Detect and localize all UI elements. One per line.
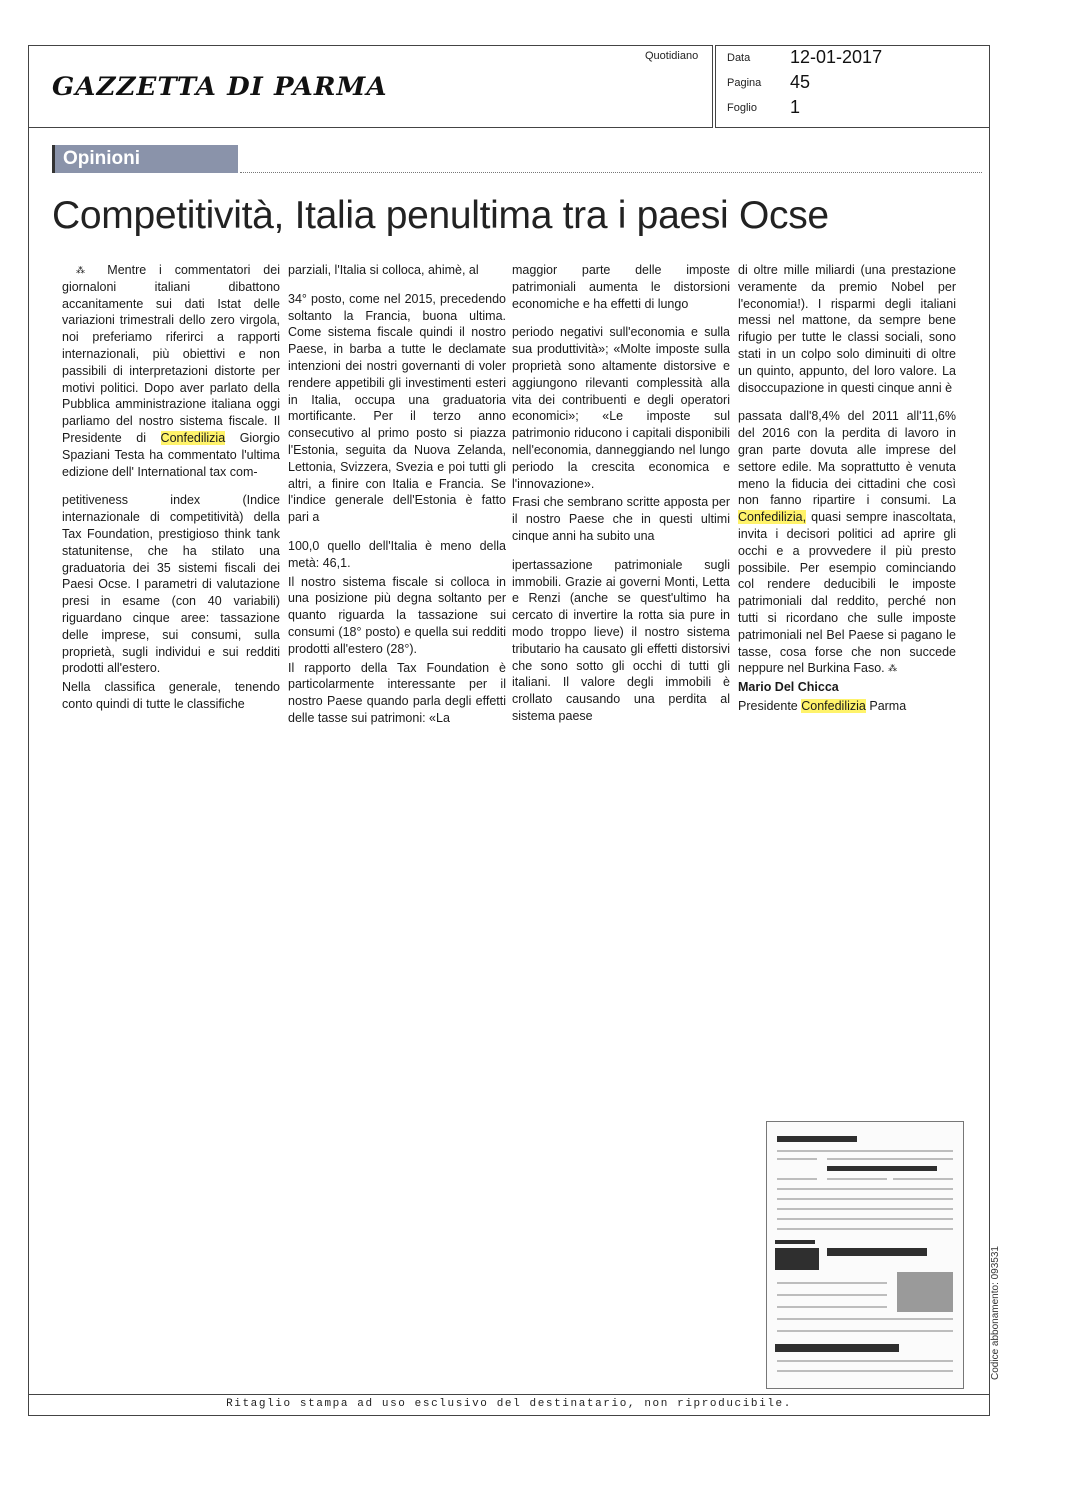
thumb-line [777, 1218, 953, 1220]
thumb-line [777, 1370, 953, 1372]
paragraph-text: 34° posto, come nel 2015, precedendo soltanto la Francia, buona ultima. Come sistema fiscale quindi il nostro Paese, in barba a tutte le declamate intenzioni dei nostri governanti di voler rendere appetibili gli investimenti esteri in Italia, occupa una graduatoria mortificante. Per il terzo anno consecutivo al primo posto si piazza l'Estonia, seguita da Nuova Zelanda, Lettonia, Svizzera, Svezia e poi tutti gli altri, a finire con Italia e Francia. Se l'indice generale dell'Estonia è fatto pari a [288, 291, 506, 525]
thumb-line [827, 1158, 953, 1160]
sheet-value: 1 [790, 97, 801, 117]
paragraph-text: Giorgio Spaziani Testa ha commentato l'ultima edizione dell' International tax com- [62, 430, 280, 479]
paragraph-text: ipertassazione patrimoniale sugli immobili. Grazie ai governi Monti, Letta e Renzi (anche se quest'ultimo ha cercato di invertire la rotta sia pure in modo troppo lieve) il nostro sistema tributario ha causato gli effetti distorsivi che sono sotto gli occhi di tutti gli italiani. Il valore degli immobili è crollato causando una perdita al sistema paese [512, 557, 730, 723]
author-name: Mario Del Chicca [738, 680, 839, 695]
thumb-line [827, 1178, 887, 1180]
bottom-border [28, 1415, 990, 1416]
date-value: 12-01-2017 [790, 47, 883, 67]
highlighted-brand: Confedilizia [160, 430, 226, 445]
thumb-line [777, 1306, 887, 1308]
paragraph-text: Frasi che sembrano scritte apposta per il nostro Paese che in questi ultimi cinque anni ha subito una [512, 495, 730, 543]
article-column-4 [738, 262, 956, 717]
author-role: Presidente Confedilizia Parma [738, 698, 907, 713]
publication-frequency: Quotidiano [645, 50, 699, 62]
thumb-line [777, 1330, 953, 1332]
footer-divider [28, 1394, 990, 1395]
paragraph-text: Mentre i commentatori dei giornaloni italiani dibattono accanitamente sui dati Istat delle variazioni trimestrali dello zero virgola, noi preferiamo riferirci a rapporti internazionali, più obiettivi e non passibili di interpretazioni distorte per motivi politici. Dopo aver parlato della Pubblica amministrazione italiana oggi parliamo del nostro sistema fiscale. Il Presidente di [62, 263, 280, 445]
thumb-headline [775, 1248, 819, 1270]
left-border [28, 128, 29, 1416]
thumb-line [777, 1150, 953, 1152]
thumb-line [777, 1318, 953, 1320]
article-column-3 [512, 262, 730, 727]
article-column-2 [288, 262, 506, 729]
highlighted-brand: Confedilizia [801, 698, 866, 713]
paragraph-text: petitiveness index (Indice internazionale di competitività) della Tax Foundation, prestigioso think tank statunitense, che ha stilato una graduatoria dei 35 sistemi fiscali dei Paesi Ocse. I parametri di valutazione presi in esame (con 40 variabili) riguardano cinque aree: tassazione delle imprese, sui consumi, sulla proprietà, sugli individui e sui redditi prodotti all'estero. [62, 493, 280, 676]
paragraph-text: 100,0 quello dell'Italia è meno della metà: 46,1. [288, 538, 506, 570]
thumb-line [777, 1198, 953, 1200]
thumb-line [777, 1158, 817, 1160]
paragraph-text: periodo negativi sull'economia e sulla sua produttività»; «Molte imposte sulla proprietà sono altamente distorsive e aggiungono rilevanti complessità alla vita dei contribuenti e degli operatori economici»; «Le imposte sul patrimonio riducono i capitali disponibili nell'economia, danneggiando nel lungo periodo la crescita economica e l'innovazione». [512, 325, 730, 491]
thumb-line [777, 1178, 817, 1180]
paragraph-text: passata dall'8,4% del 2011 all'11,6% del 2016 con la perdita di lavoro in gran parte dovuta alle imprese del settore edile. Ma soprattutto è venuta meno la fiducia dei cittadini che così non fanno ripartire i consumi. La [738, 409, 956, 508]
paragraph-text: parziali, l'Italia si colloca, ahimè, al [288, 263, 479, 277]
thumb-line [777, 1208, 953, 1210]
thumb-line [777, 1228, 953, 1230]
paragraph-text: maggior parte delle imposte patrimoniali aumenta le distorsioni economiche e ha effetti di lungo [512, 263, 730, 311]
date-label: Data [727, 52, 751, 64]
article-end-icon: ⁂ [888, 663, 898, 674]
thumb-headline [775, 1344, 899, 1352]
thumb-line [893, 1178, 953, 1180]
subscription-code: Codice abbonamento: 093531 [990, 1246, 1001, 1380]
page-thumbnail-image [766, 1121, 964, 1389]
thumb-title [827, 1166, 937, 1171]
thumb-header [777, 1136, 857, 1142]
thumb-line [777, 1294, 887, 1296]
paragraph-text: Nella classifica generale, tenendo conto quindi di tutte le classifiche [62, 680, 280, 711]
paragraph-text: di oltre mille miliardi (una prestazione veramente da premio Nobel per l'economia!). I risparmi degli italiani messi nel mattone, da sempre bene rifugio per tutte le classi sociali, sono stati in un colpo solo diminuiti di oltre un quinto, appunto, del loro valore. La disoccupazione in questi cinque anni è [738, 263, 956, 395]
article-start-icon: ⁂ [76, 265, 95, 275]
paragraph-text: Il rapporto della Tax Foundation è particolarmente interessante per il nostro Paese quando parla degli effetti delle tasse sui patrimoni: «La [288, 660, 506, 725]
thumb-line [777, 1282, 887, 1284]
thumb-line [777, 1188, 953, 1190]
highlighted-brand: Confedilizia, [738, 510, 807, 525]
right-border [989, 128, 990, 1416]
thumb-headline [827, 1248, 927, 1256]
page-value: 45 [790, 72, 811, 92]
copyright-notice: Ritaglio stampa ad uso esclusivo del destinatario, non riproducibile. [226, 1398, 792, 1410]
page-label: Pagina [727, 77, 762, 89]
newspaper-masthead: GAZZETTA DI PARMA [52, 72, 388, 101]
paragraph-text: quasi sempre inascoltata, invita i decisori politici ad aprire gli occhi e a provvedere il più presto possibile. Per esempio cominciando col rendere deducibili le imposte patrimoniali dal reddito, perché non tutti si ricordano che sulle imposte patrimoniali nel Bel Paese si pagano le tasse, cosa forse che non succede neppure nel Burkina Faso. [738, 510, 956, 676]
article-column-1 [62, 262, 280, 715]
article-headline: Competitività, Italia penultima tra i paesi Ocse [52, 194, 829, 237]
sheet-label: Foglio [727, 102, 757, 114]
section-tag: Opinioni [52, 145, 238, 173]
thumb-section [775, 1240, 815, 1244]
thumb-photo [897, 1272, 953, 1312]
thumb-line [777, 1360, 953, 1362]
section-divider [240, 172, 982, 173]
paragraph-text: Il nostro sistema fiscale si colloca in una posizione più degna soltanto per quanto riguarda la tassazione sui consumi (18° posto) e quella sui redditi prodotti all'estero (28°). [288, 574, 506, 656]
